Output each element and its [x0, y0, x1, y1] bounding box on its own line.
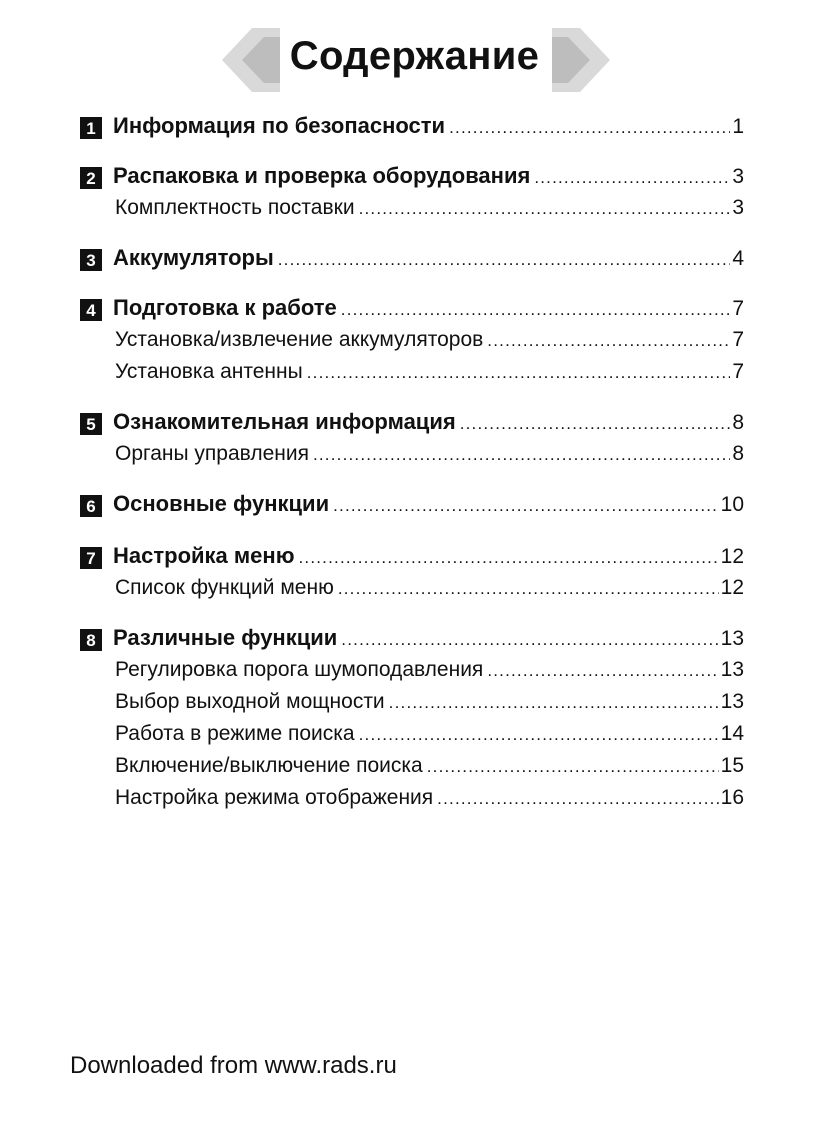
toc-subentry-label: Установка/извлечение аккумуляторов — [115, 328, 484, 351]
arrow-right-icon — [552, 28, 610, 92]
dot-leader — [341, 294, 731, 326]
toc-subentry-label: Включение/выключение поиска — [115, 754, 423, 777]
dot-leader — [313, 439, 730, 471]
toc-page-number: 7 — [732, 297, 744, 320]
dot-leader — [359, 193, 731, 225]
toc-section-3 — [80, 242, 744, 274]
toc-entry[interactable] — [80, 622, 744, 654]
toc-page-number: 13 — [720, 690, 744, 713]
toc-subentry[interactable] — [80, 654, 744, 686]
toc-entry[interactable] — [80, 160, 744, 192]
section-number-badge: 7 — [80, 547, 102, 569]
toc-entry-label: Подготовка к работе — [113, 295, 337, 320]
toc-subentry[interactable] — [80, 782, 744, 814]
toc-section-2 — [80, 160, 744, 224]
toc-section-4 — [80, 292, 744, 388]
toc-subentry-label: Установка антенны — [115, 360, 303, 383]
dot-leader — [278, 244, 731, 276]
toc-subentry-label: Настройка режима отображения — [115, 786, 434, 809]
toc-subentry-label: Список функций меню — [115, 576, 334, 599]
section-number-badge: 2 — [80, 167, 102, 189]
toc-subentry[interactable] — [80, 438, 744, 470]
toc-entry-label: Аккумуляторы — [113, 245, 274, 270]
dot-leader — [449, 112, 730, 144]
toc-page-number: 1 — [732, 115, 744, 138]
toc-page-number: 3 — [732, 196, 744, 219]
toc-subentry-label: Работа в режиме поиска — [115, 722, 355, 745]
toc-entry-label: Ознакомительная информация — [113, 409, 456, 434]
toc-page-number: 7 — [732, 328, 744, 351]
download-source-footer: Downloaded from www.rads.ru — [70, 1052, 397, 1079]
section-number-badge: 3 — [80, 249, 102, 271]
toc-page-number: 8 — [732, 442, 744, 465]
toc-section-8 — [80, 622, 744, 814]
toc-page-number: 8 — [732, 411, 744, 434]
toc-subentry[interactable] — [80, 324, 744, 356]
dot-leader — [437, 783, 718, 815]
toc-subentry[interactable] — [80, 572, 744, 604]
toc-page-number: 13 — [720, 627, 744, 650]
toc-page-number: 12 — [720, 545, 744, 568]
toc-section-7 — [80, 540, 744, 604]
toc-page-number: 7 — [732, 360, 744, 383]
dot-leader — [359, 719, 719, 751]
dot-leader — [460, 408, 731, 440]
toc-subentry[interactable] — [80, 686, 744, 718]
toc-page-number: 10 — [720, 493, 744, 516]
dot-leader — [341, 624, 718, 656]
toc-entry-label: Различные функции — [113, 625, 338, 650]
toc-entry-label: Информация по безопасности — [113, 113, 446, 138]
toc-entry[interactable] — [80, 292, 744, 324]
toc-subentry[interactable] — [80, 750, 744, 782]
toc-entry[interactable] — [80, 540, 744, 572]
toc-entry-label: Распаковка и проверка оборудования — [113, 163, 531, 188]
dot-leader — [298, 542, 718, 574]
section-number-badge: 4 — [80, 299, 102, 321]
toc-page-number: 15 — [720, 754, 744, 777]
toc-entry[interactable] — [80, 242, 744, 274]
toc-page-number: 13 — [720, 658, 744, 681]
dot-leader — [307, 357, 731, 389]
toc-subentry[interactable] — [80, 718, 744, 750]
section-number-badge: 6 — [80, 495, 102, 517]
dot-leader — [487, 325, 730, 357]
toc-entry-label: Настройка меню — [113, 543, 295, 568]
title-banner — [0, 22, 829, 102]
toc-entry-label: Основные функции — [113, 491, 330, 516]
toc-section-6 — [80, 488, 744, 520]
toc-entry[interactable] — [80, 488, 744, 520]
dot-leader — [534, 162, 730, 194]
dot-leader — [333, 490, 719, 522]
section-number-badge: 5 — [80, 413, 102, 435]
toc-entry[interactable] — [80, 110, 744, 142]
dot-leader — [427, 751, 719, 783]
page-title: Содержание — [289, 34, 540, 78]
toc-section-5 — [80, 406, 744, 470]
toc-page-number: 14 — [720, 722, 744, 745]
toc-page-number: 4 — [732, 247, 744, 270]
toc-subentry[interactable] — [80, 356, 744, 388]
section-number-badge: 1 — [80, 117, 102, 139]
dot-leader — [487, 655, 718, 687]
dot-leader — [338, 573, 719, 605]
dot-leader — [389, 687, 719, 719]
toc-subentry-label: Выбор выходной мощности — [115, 690, 385, 713]
section-number-badge: 8 — [80, 629, 102, 651]
toc-page-number: 3 — [732, 165, 744, 188]
toc-subentry[interactable] — [80, 192, 744, 224]
toc-page-number: 12 — [720, 576, 744, 599]
toc-page-number: 16 — [720, 786, 744, 809]
toc-subentry-label: Комплектность поставки — [115, 196, 355, 219]
toc-section-1 — [80, 110, 744, 142]
table-of-contents — [80, 110, 744, 814]
toc-entry[interactable] — [80, 406, 744, 438]
toc-subentry-label: Органы управления — [115, 442, 309, 465]
toc-subentry-label: Регулировка порога шумоподавления — [115, 658, 484, 681]
